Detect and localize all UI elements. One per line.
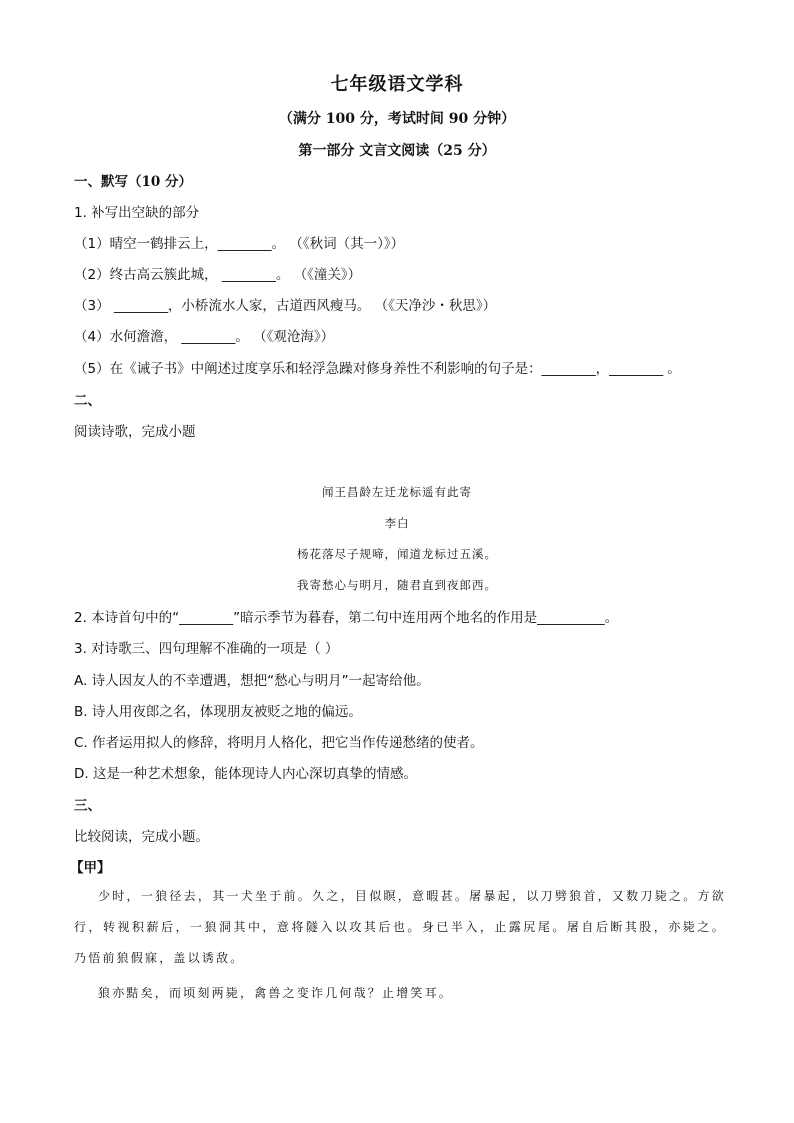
passage-jia-paragraph-2: 狼亦黠矣，而顷刻两毙，禽兽之变诈几何哉？止增笑耳。 xyxy=(98,986,454,1000)
passage-label-jia: 【甲】 xyxy=(70,860,111,876)
section2-instruction: 阅读诗歌，完成小题 xyxy=(74,424,196,440)
section2-heading: 二、 xyxy=(74,393,101,409)
part-title: 第一部分 文言文阅读（25 分） xyxy=(298,143,496,159)
passage-jia-paragraph-1: 少时，一狼径去，其一犬坐于前。久之，目似瞑，意暇甚。屠暴起，以刀劈狼首，又数刀毙之。方欲行，转视积薪后，一狼洞其中，意将隧入以攻其后也。身已半入，止露尻尾。屠自后断其股，亦毙之。乃悟前狼假寐，盖以诱敌。 xyxy=(74,889,726,965)
fill-item-3: （3） ________，小桥流水人家，古道西风瘦马。 （《天净沙・秋思》） xyxy=(74,298,497,314)
section3-heading: 三、 xyxy=(74,798,101,814)
option-d: D. 这是一种艺术想象，能体现诗人内心深切真挚的情感。 xyxy=(74,766,417,782)
question-1-stem: 1. 补写出空缺的部分 xyxy=(74,205,200,221)
option-a: A. 诗人因友人的不幸遭遇，想把“愁心与明月”一起寄给他。 xyxy=(74,673,430,689)
question-2: 2. 本诗首句中的“________”暗示季节为暮春，第二句中连用两个地名的作用是__________。 xyxy=(74,610,619,626)
section3-instruction: 比较阅读，完成小题。 xyxy=(74,829,209,845)
poem-author: 李白 xyxy=(384,516,410,530)
fill-item-1: （1）晴空一鹤排云上，________。 （《秋词（其一）》） xyxy=(74,236,405,252)
poem-line-1: 杨花落尽子规啼，闻道龙标过五溪。 xyxy=(297,547,497,561)
fill-item-5: （5）在《诫子书》中阐述过度享乐和轻浮急躁对修身养性不利影响的句子是：________，________ 。 xyxy=(74,361,681,377)
section1-heading: 一、默写（10 分） xyxy=(74,174,192,190)
question-3: 3. 对诗歌三、四句理解不准确的一项是（ ） xyxy=(74,641,339,657)
fill-item-4: （4）水何澹澹， ________。 （《观沧海》） xyxy=(74,329,335,345)
option-c: C. 作者运用拟人的修辞，将明月人格化，把它当作传递愁绪的使者。 xyxy=(74,735,484,751)
fill-item-2: （2）终古高云簇此城， ________。 （《潼关》） xyxy=(74,267,362,283)
option-b: B. 诗人用夜郎之名，体现朋友被贬之地的偏远。 xyxy=(74,704,362,720)
page-title: 七年级语文学科 xyxy=(330,74,464,95)
poem-title: 闻王昌龄左迁龙标遥有此寄 xyxy=(322,485,472,499)
exam-subtitle: （满分 100 分，考试时间 90 分钟） xyxy=(278,111,516,127)
poem-line-2: 我寄愁心与明月，随君直到夜郎西。 xyxy=(297,578,497,592)
